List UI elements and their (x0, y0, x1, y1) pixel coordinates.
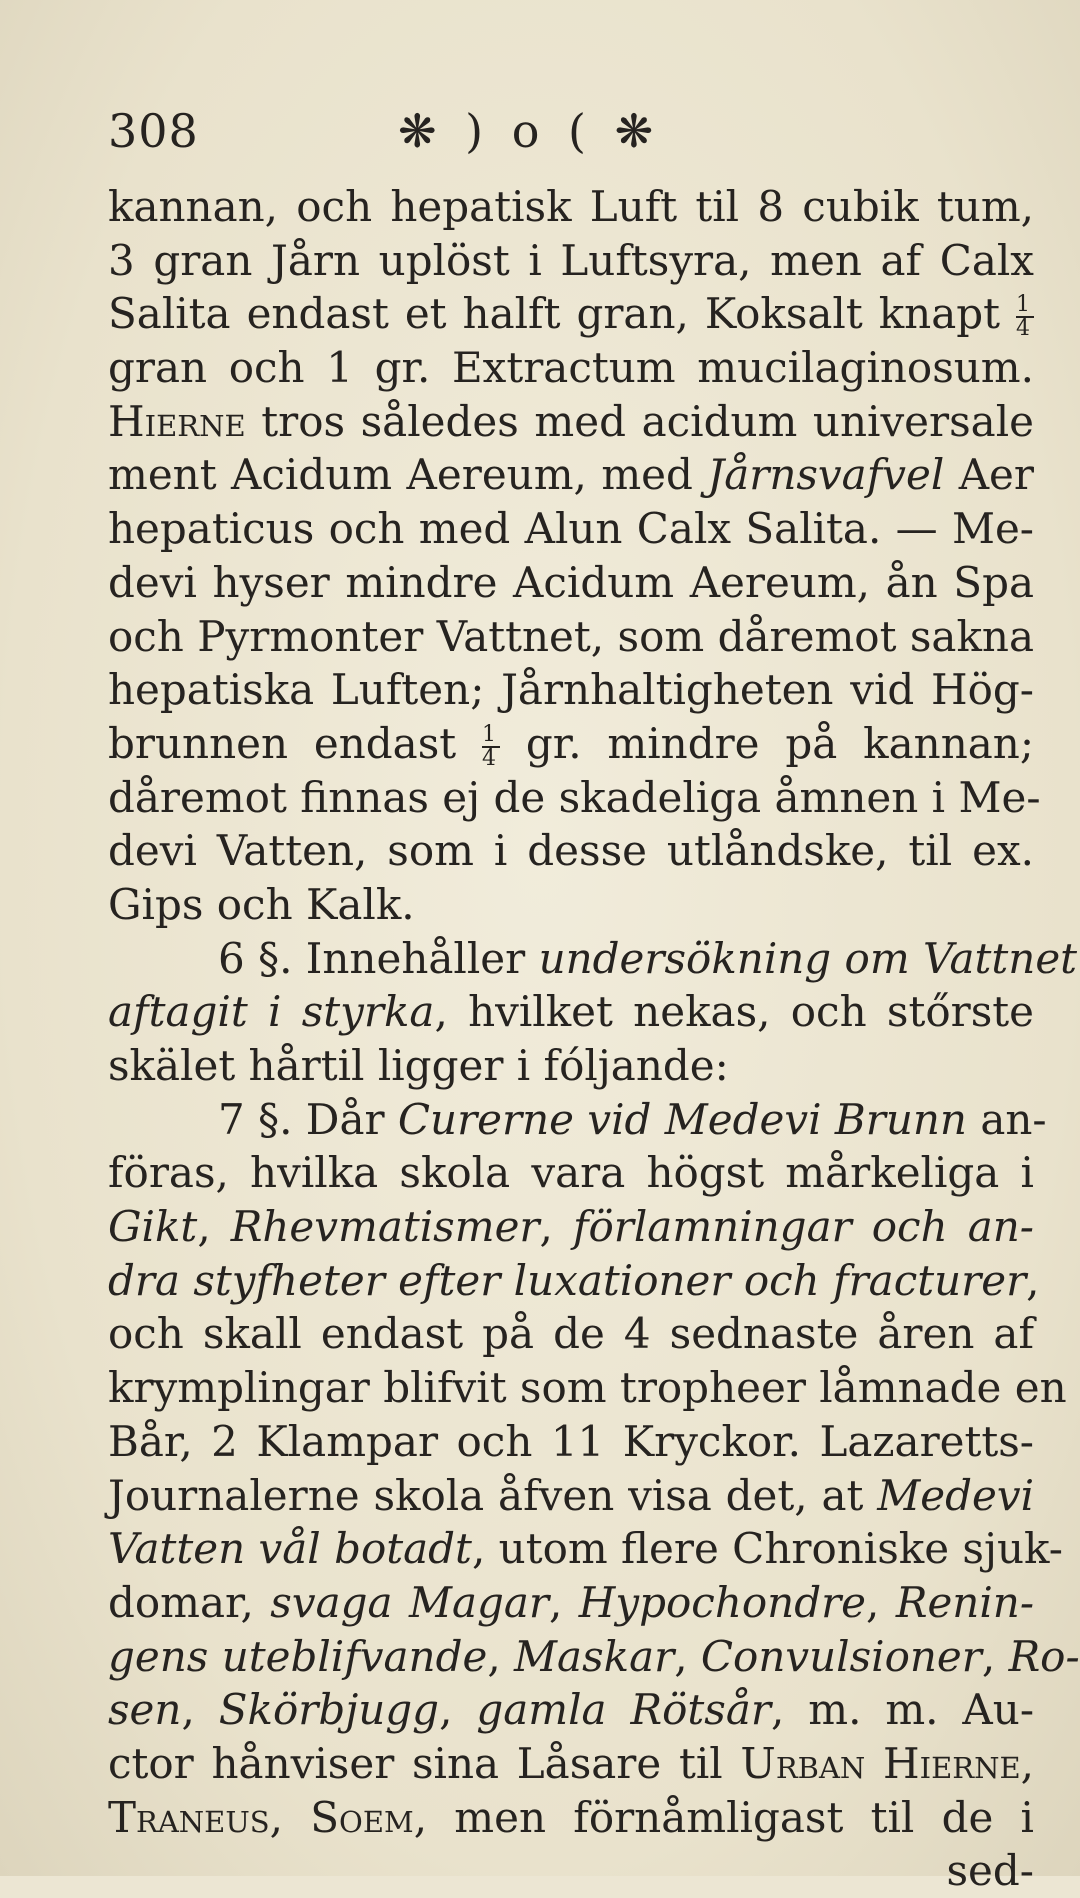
small-caps-run: Hierne (108, 396, 246, 446)
text-line (108, 1469, 1034, 1523)
text-line (108, 985, 1034, 1039)
text-run: gran och 1 gr. Extractum mucilaginosum. (108, 343, 1034, 393)
text-line (108, 448, 1034, 502)
italic-run: Convulsioner (700, 1631, 982, 1681)
italic-run: aftagit i styrka (108, 987, 435, 1037)
text-run: ctor hånviser sina Låsare til (108, 1738, 741, 1788)
text-line (108, 878, 1034, 932)
text-run: , (1020, 1738, 1034, 1788)
small-caps-run: Urban Hierne (740, 1738, 1021, 1788)
text-line (108, 234, 1034, 288)
text-line (108, 1039, 1034, 1093)
italic-run: Hypochondre (578, 1577, 867, 1627)
text-run: brunnen endast (108, 718, 482, 768)
fraction (1016, 294, 1034, 340)
text-run: tros således med acidum universale (245, 396, 1034, 446)
text-run: 6 §. Innehåller (218, 933, 539, 983)
text-line (108, 1415, 1034, 1469)
text-run: och skall endast på de 4 sednaste åren af (108, 1309, 1034, 1359)
text-line (108, 1737, 1034, 1791)
text-line (108, 1683, 1034, 1737)
text-line (108, 287, 1034, 341)
italic-run: Curerne vid Medevi Brunn (397, 1094, 967, 1144)
text-line (108, 1146, 1034, 1200)
text-line (108, 717, 1034, 771)
text-run: , (539, 1202, 573, 1252)
text-line (108, 1254, 1040, 1308)
fraction-denominator: 4 (1016, 316, 1030, 342)
text-run: devi hyser mindre Acidum Aereum, ån Spa (108, 557, 1034, 607)
text-run: kannan, och hepatisk Luft til 8 cubik tum, (108, 182, 1034, 231)
text-run: hepatiska Luften; Jårnhaltigheten vid Hög- (108, 665, 1034, 715)
italic-run: Renin- (895, 1577, 1035, 1627)
fraction-numerator: 1 (1016, 294, 1034, 318)
italic-run: Maskar (514, 1631, 675, 1681)
text-run: , utom flere Chroniske sjuk- (471, 1524, 1063, 1574)
italic-run: dra styfheter efter luxationer och fracturer (108, 1255, 1027, 1305)
text-run: ment Acidum Aereum, med (108, 450, 708, 500)
text-line (108, 1361, 1067, 1415)
italic-run: Gikt (108, 1202, 198, 1252)
text-run: , (181, 1685, 219, 1735)
text-run: Gips och Kalk. (108, 879, 415, 929)
body-text (108, 180, 1080, 1898)
text-run: , (981, 1631, 1009, 1681)
text-run: 3 gran Jårn uplöst i Luftsyra, men af Calx (108, 235, 1034, 285)
text-run: , (866, 1577, 896, 1627)
text-run: och Pyrmonter Vattnet, som dåremot sakna (108, 611, 1034, 661)
text-run: , hvilket nekas, och stőrste (434, 987, 1034, 1037)
small-caps-run: Traneus (108, 1792, 270, 1842)
italic-run: svaga Magar (270, 1577, 549, 1627)
text-run: , (197, 1202, 231, 1252)
text-run: , (549, 1577, 579, 1627)
text-line (108, 824, 1034, 878)
page-number: 308 (108, 104, 199, 158)
text-run: dåremot finnas ej de skadeliga åmnen i Me- (108, 772, 1041, 822)
italic-run: undersökning om Vattnet (538, 933, 1078, 983)
italic-run: förlamningar och an- (572, 1202, 1034, 1252)
text-line (108, 1307, 1034, 1361)
fraction-numerator: 1 (482, 724, 500, 748)
text-line (108, 663, 1034, 717)
fraction (482, 721, 500, 771)
italic-run: gens uteblifvande (108, 1631, 488, 1681)
italic-run: Rhevmatismer (230, 1202, 540, 1252)
text-run: Aer (944, 450, 1034, 500)
small-caps-run: Soem (310, 1792, 414, 1842)
text-line (108, 341, 1034, 395)
italic-run: sen (108, 1685, 182, 1735)
italic-run: Jårnsvafvel (707, 450, 945, 500)
text-run: , men förnåmligast til de i (413, 1792, 1034, 1842)
text-run: sed- (946, 1846, 1034, 1896)
text-line (108, 502, 1034, 556)
text-run: gr. mindre på kannan; (500, 718, 1035, 768)
text-line (108, 1522, 1063, 1576)
text-line (108, 556, 1034, 610)
text-run: , m. m. Au- (770, 1685, 1035, 1735)
italic-run: Ro- (1008, 1631, 1080, 1681)
text-line (108, 1576, 1034, 1630)
text-line (108, 1844, 1034, 1898)
text-run: , (269, 1792, 311, 1842)
text-line (108, 610, 1034, 664)
text-line (108, 1200, 1034, 1254)
text-run: krymplingar blifvit som tropheer låmnade en (108, 1363, 1067, 1413)
page-header (108, 96, 958, 166)
text-run: , (1026, 1255, 1040, 1305)
italic-run: Skörbjugg (218, 1685, 440, 1735)
text-run: devi Vatten, som i desse utlåndske, til ex. (108, 826, 1034, 876)
text-run: , (674, 1631, 701, 1681)
fraction-denominator: 4 (482, 745, 496, 771)
text-run: 7 §. Dår (218, 1094, 398, 1144)
text-line (108, 1093, 1047, 1147)
text-run: Journalerne skola åfven visa det, at (108, 1470, 878, 1520)
text-run: Bår, 2 Klampar och 11 Kryckor. Lazaretts- (108, 1416, 1034, 1466)
text-run: hepaticus och med Alun Calx Salita. — Me- (108, 504, 1034, 554)
italic-run: gamla Rötsår (476, 1685, 771, 1735)
text-line (108, 932, 1078, 986)
text-run: skälet hårtil ligger i fóljande: (108, 1041, 729, 1090)
text-run: , (487, 1631, 515, 1681)
text-run: an- (966, 1094, 1047, 1144)
text-run: , (439, 1685, 477, 1735)
text-line (108, 1791, 1034, 1845)
italic-run: Vatten vål botadt (108, 1524, 472, 1574)
text-line (108, 395, 1034, 449)
header-ornament: ❋ ) o ( ❋ (398, 104, 654, 158)
italic-run: Medevi (877, 1470, 1034, 1520)
text-line (108, 1630, 1080, 1684)
text-run: föras, hvilka skola vara högst mårkeliga i (108, 1148, 1034, 1198)
text-line (108, 180, 1034, 234)
text-run: Salita endast et halft gran, Koksalt knapt (108, 289, 1016, 339)
text-run: domar, (108, 1577, 271, 1627)
text-line (108, 771, 1041, 825)
